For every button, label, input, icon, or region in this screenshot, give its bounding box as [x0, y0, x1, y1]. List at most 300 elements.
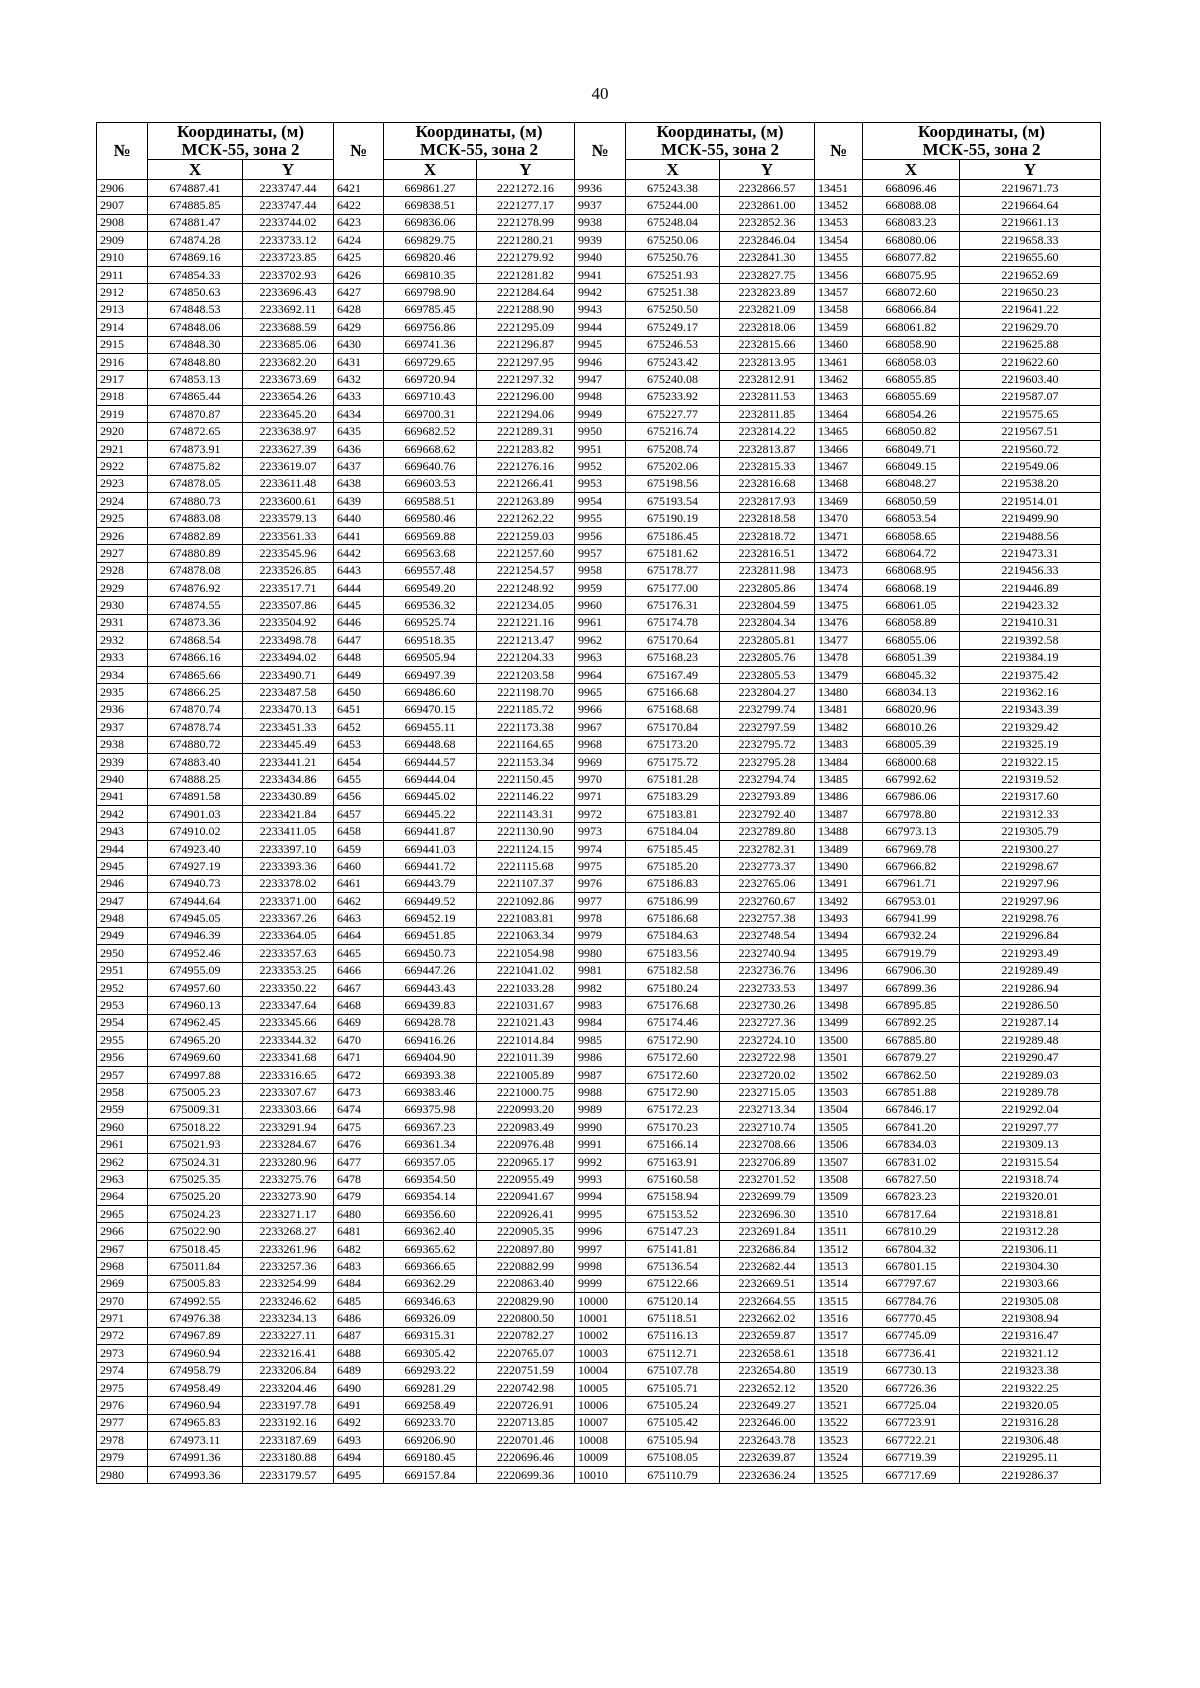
x-coordinate: 674883.40 — [148, 753, 243, 770]
x-coordinate: 669448.68 — [384, 736, 477, 753]
x-coordinate: 669525.74 — [384, 614, 477, 631]
x-coordinate: 668049.15 — [863, 458, 960, 475]
y-coordinate: 2233494.02 — [243, 649, 334, 666]
table-row — [97, 1379, 1101, 1396]
x-coordinate: 668058.89 — [863, 614, 960, 631]
x-coordinate: 667899.36 — [863, 979, 960, 996]
point-number: 6481 — [334, 1223, 384, 1240]
point-number: 6436 — [334, 440, 384, 457]
y-coordinate: 2232811.98 — [720, 562, 815, 579]
point-number: 13506 — [815, 1136, 863, 1153]
table-row — [97, 371, 1101, 388]
point-number: 2947 — [97, 893, 148, 910]
x-coordinate: 674940.73 — [148, 875, 243, 892]
y-coordinate: 2232805.53 — [720, 666, 815, 683]
point-number: 13467 — [815, 458, 863, 475]
point-number: 6457 — [334, 806, 384, 823]
point-number: 6484 — [334, 1275, 384, 1292]
point-number: 6435 — [334, 423, 384, 440]
y-coordinate: 2233364.05 — [243, 927, 334, 944]
point-number: 2942 — [97, 806, 148, 823]
y-coordinate: 2219392.58 — [960, 632, 1101, 649]
x-coordinate: 674878.08 — [148, 562, 243, 579]
point-number: 6453 — [334, 736, 384, 753]
point-number: 2953 — [97, 997, 148, 1014]
y-coordinate: 2221173.38 — [477, 719, 575, 736]
point-number: 9960 — [575, 597, 626, 614]
x-coordinate: 675118.51 — [626, 1310, 720, 1327]
point-number: 10004 — [575, 1362, 626, 1379]
point-number: 13513 — [815, 1258, 863, 1275]
point-number: 13465 — [815, 423, 863, 440]
table-row — [97, 458, 1101, 475]
x-coordinate: 675184.63 — [626, 927, 720, 944]
y-coordinate: 2233470.13 — [243, 701, 334, 718]
point-number: 9998 — [575, 1258, 626, 1275]
point-number: 13516 — [815, 1310, 863, 1327]
y-coordinate: 2219456.33 — [960, 562, 1101, 579]
point-number: 9988 — [575, 1084, 626, 1101]
point-number: 13462 — [815, 371, 863, 388]
point-number: 2930 — [97, 597, 148, 614]
y-coordinate: 2233611.48 — [243, 475, 334, 492]
point-number: 13466 — [815, 440, 863, 457]
point-number: 2974 — [97, 1362, 148, 1379]
point-number: 13499 — [815, 1014, 863, 1031]
point-number: 9991 — [575, 1136, 626, 1153]
y-coordinate: 2233702.93 — [243, 266, 334, 283]
y-coordinate: 2220696.46 — [477, 1449, 575, 1466]
y-coordinate: 2232789.80 — [720, 823, 815, 840]
y-coordinate: 2219652.69 — [960, 266, 1101, 283]
x-coordinate: 667862.50 — [863, 1066, 960, 1083]
table-row — [97, 997, 1101, 1014]
x-coordinate: 668080.06 — [863, 232, 960, 249]
y-coordinate: 2219300.27 — [960, 840, 1101, 857]
y-coordinate: 2221063.34 — [477, 927, 575, 944]
point-number: 6450 — [334, 684, 384, 701]
point-number: 2975 — [97, 1379, 148, 1396]
point-number: 2961 — [97, 1136, 148, 1153]
point-number: 13463 — [815, 388, 863, 405]
point-number: 6495 — [334, 1466, 384, 1483]
point-number: 9985 — [575, 1032, 626, 1049]
y-coordinate: 2233504.92 — [243, 614, 334, 631]
point-number: 6458 — [334, 823, 384, 840]
point-number: 6460 — [334, 858, 384, 875]
point-number: 2968 — [97, 1258, 148, 1275]
x-coordinate: 667730.13 — [863, 1362, 960, 1379]
point-number: 2958 — [97, 1084, 148, 1101]
x-coordinate: 675176.68 — [626, 997, 720, 1014]
y-coordinate: 2219286.94 — [960, 979, 1101, 996]
point-number: 9987 — [575, 1066, 626, 1083]
point-number: 9945 — [575, 336, 626, 353]
point-number: 2967 — [97, 1240, 148, 1257]
point-number: 9948 — [575, 388, 626, 405]
x-coordinate: 669729.65 — [384, 353, 477, 370]
point-number: 6439 — [334, 493, 384, 510]
point-number: 13481 — [815, 701, 863, 718]
y-coordinate: 2232733.53 — [720, 979, 815, 996]
point-number: 6427 — [334, 284, 384, 301]
point-number: 9993 — [575, 1171, 626, 1188]
x-coordinate: 675166.14 — [626, 1136, 720, 1153]
x-coordinate: 669206.90 — [384, 1432, 477, 1449]
y-coordinate: 2232811.53 — [720, 388, 815, 405]
table-row — [97, 1310, 1101, 1327]
y-coordinate: 2232722.98 — [720, 1049, 815, 1066]
point-number: 6492 — [334, 1414, 384, 1431]
y-coordinate: 2219322.25 — [960, 1379, 1101, 1396]
x-coordinate: 675172.90 — [626, 1084, 720, 1101]
x-coordinate: 667932.24 — [863, 927, 960, 944]
x-coordinate: 675184.04 — [626, 823, 720, 840]
y-coordinate: 2232760.67 — [720, 893, 815, 910]
x-coordinate: 669580.46 — [384, 510, 477, 527]
point-number: 2922 — [97, 458, 148, 475]
y-coordinate: 2220726.91 — [477, 1397, 575, 1414]
point-number: 10001 — [575, 1310, 626, 1327]
point-number: 10008 — [575, 1432, 626, 1449]
point-number: 6479 — [334, 1188, 384, 1205]
y-coordinate: 2232691.84 — [720, 1223, 815, 1240]
point-number: 13519 — [815, 1362, 863, 1379]
y-coordinate: 2221279.92 — [477, 249, 575, 266]
point-number: 2906 — [97, 180, 148, 197]
point-number: 6464 — [334, 927, 384, 944]
y-coordinate: 2220782.27 — [477, 1327, 575, 1344]
x-coordinate: 667770.45 — [863, 1310, 960, 1327]
y-coordinate: 2220882.99 — [477, 1258, 575, 1275]
y-coordinate: 2233345.66 — [243, 1014, 334, 1031]
point-number: 2931 — [97, 614, 148, 631]
y-coordinate: 2233246.62 — [243, 1293, 334, 1310]
x-coordinate: 675186.68 — [626, 910, 720, 927]
y-coordinate: 2221198.70 — [477, 684, 575, 701]
y-coordinate: 2219664.64 — [960, 197, 1101, 214]
y-coordinate: 2221248.92 — [477, 579, 575, 596]
x-coordinate: 667784.76 — [863, 1293, 960, 1310]
table-row — [97, 545, 1101, 562]
x-coordinate: 675158.94 — [626, 1188, 720, 1205]
y-coordinate: 2221221.16 — [477, 614, 575, 631]
point-number: 9984 — [575, 1014, 626, 1031]
x-coordinate: 675136.54 — [626, 1258, 720, 1275]
point-number: 13509 — [815, 1188, 863, 1205]
y-coordinate: 2233747.44 — [243, 197, 334, 214]
y-coordinate: 2232706.89 — [720, 1153, 815, 1170]
y-coordinate: 2219603.40 — [960, 371, 1101, 388]
point-number: 6449 — [334, 666, 384, 683]
table-row — [97, 1032, 1101, 1049]
table-row — [97, 1345, 1101, 1362]
y-coordinate: 2232649.27 — [720, 1397, 815, 1414]
point-number: 6490 — [334, 1379, 384, 1396]
x-coordinate: 674993.36 — [148, 1466, 243, 1483]
point-number: 13472 — [815, 545, 863, 562]
point-number: 9943 — [575, 301, 626, 318]
y-coordinate: 2219286.37 — [960, 1466, 1101, 1483]
x-coordinate: 674875.82 — [148, 458, 243, 475]
x-coordinate: 668048.27 — [863, 475, 960, 492]
point-number: 9978 — [575, 910, 626, 927]
y-coordinate: 2232816.68 — [720, 475, 815, 492]
y-coordinate: 2232643.78 — [720, 1432, 815, 1449]
y-coordinate: 2219323.38 — [960, 1362, 1101, 1379]
x-coordinate: 675180.24 — [626, 979, 720, 996]
y-coordinate: 2219629.70 — [960, 319, 1101, 336]
point-number: 6446 — [334, 614, 384, 631]
y-coordinate: 2233291.94 — [243, 1119, 334, 1136]
table-row — [97, 493, 1101, 510]
header-coords-title: Координаты, (м) — [918, 122, 1045, 141]
x-coordinate: 675170.23 — [626, 1119, 720, 1136]
x-coordinate: 669741.36 — [384, 336, 477, 353]
point-number: 2933 — [97, 649, 148, 666]
y-coordinate: 2221107.37 — [477, 875, 575, 892]
point-number: 9968 — [575, 736, 626, 753]
point-number: 13486 — [815, 788, 863, 805]
x-coordinate: 669505.94 — [384, 649, 477, 666]
table-row — [97, 945, 1101, 962]
y-coordinate: 2219622.60 — [960, 353, 1101, 370]
y-coordinate: 2219641.22 — [960, 301, 1101, 318]
x-coordinate: 675243.38 — [626, 180, 720, 197]
y-coordinate: 2232659.87 — [720, 1327, 815, 1344]
table-row — [97, 788, 1101, 805]
x-coordinate: 674901.03 — [148, 806, 243, 823]
y-coordinate: 2233733.12 — [243, 232, 334, 249]
point-number: 2919 — [97, 406, 148, 423]
table-row — [97, 1293, 1101, 1310]
x-coordinate: 669756.86 — [384, 319, 477, 336]
y-coordinate: 2233441.21 — [243, 753, 334, 770]
point-number: 13524 — [815, 1449, 863, 1466]
x-coordinate: 674887.41 — [148, 180, 243, 197]
table-row — [97, 875, 1101, 892]
point-number: 9982 — [575, 979, 626, 996]
x-coordinate: 669452.19 — [384, 910, 477, 927]
table-row — [97, 1466, 1101, 1483]
x-coordinate: 675177.00 — [626, 579, 720, 596]
x-coordinate: 667851.88 — [863, 1084, 960, 1101]
y-coordinate: 2220897.80 — [477, 1240, 575, 1257]
point-number: 9958 — [575, 562, 626, 579]
y-coordinate: 2219446.89 — [960, 579, 1101, 596]
y-coordinate: 2232804.27 — [720, 684, 815, 701]
y-coordinate: 2221011.39 — [477, 1049, 575, 1066]
point-number: 2940 — [97, 771, 148, 788]
header-x: X — [148, 160, 243, 180]
x-coordinate: 667726.36 — [863, 1379, 960, 1396]
point-number: 9992 — [575, 1153, 626, 1170]
table-row — [97, 962, 1101, 979]
table-row — [97, 301, 1101, 318]
y-coordinate: 2232757.38 — [720, 910, 815, 927]
point-number: 6483 — [334, 1258, 384, 1275]
y-coordinate: 2220941.67 — [477, 1188, 575, 1205]
y-coordinate: 2220800.50 — [477, 1310, 575, 1327]
point-number: 13453 — [815, 214, 863, 231]
point-number: 13480 — [815, 684, 863, 701]
point-number: 2971 — [97, 1310, 148, 1327]
y-coordinate: 2233579.13 — [243, 510, 334, 527]
header-coords-system: МСК-55, зона 2 — [419, 140, 539, 159]
x-coordinate: 668000.68 — [863, 753, 960, 770]
point-number: 13490 — [815, 858, 863, 875]
y-coordinate: 2220713.85 — [477, 1414, 575, 1431]
point-number: 13500 — [815, 1032, 863, 1049]
table-row — [97, 753, 1101, 770]
x-coordinate: 675147.23 — [626, 1223, 720, 1240]
point-number: 13523 — [815, 1432, 863, 1449]
point-number: 9946 — [575, 353, 626, 370]
point-number: 2969 — [97, 1275, 148, 1292]
y-coordinate: 2233284.67 — [243, 1136, 334, 1153]
x-coordinate: 674891.58 — [148, 788, 243, 805]
x-coordinate: 674876.92 — [148, 579, 243, 596]
y-coordinate: 2233227.11 — [243, 1327, 334, 1344]
y-coordinate: 2219587.07 — [960, 388, 1101, 405]
point-number: 2973 — [97, 1345, 148, 1362]
x-coordinate: 667797.67 — [863, 1275, 960, 1292]
y-coordinate: 2233682.20 — [243, 353, 334, 370]
x-coordinate: 669305.42 — [384, 1345, 477, 1362]
y-coordinate: 2219293.49 — [960, 945, 1101, 962]
coordinates-table — [96, 122, 1101, 1484]
point-number: 9986 — [575, 1049, 626, 1066]
y-coordinate: 2219312.28 — [960, 1223, 1101, 1240]
point-number: 9974 — [575, 840, 626, 857]
point-number: 9936 — [575, 180, 626, 197]
table-row — [97, 1188, 1101, 1205]
y-coordinate: 2233688.59 — [243, 319, 334, 336]
table-row — [97, 597, 1101, 614]
x-coordinate: 675005.23 — [148, 1084, 243, 1101]
x-coordinate: 668061.05 — [863, 597, 960, 614]
y-coordinate: 2232804.34 — [720, 614, 815, 631]
x-coordinate: 675202.06 — [626, 458, 720, 475]
x-coordinate: 669710.43 — [384, 388, 477, 405]
x-coordinate: 669258.49 — [384, 1397, 477, 1414]
y-coordinate: 2221185.72 — [477, 701, 575, 718]
x-coordinate: 668054.26 — [863, 406, 960, 423]
table-row — [97, 1327, 1101, 1344]
y-coordinate: 2233261.96 — [243, 1240, 334, 1257]
y-coordinate: 2233192.16 — [243, 1414, 334, 1431]
y-coordinate: 2232823.89 — [720, 284, 815, 301]
x-coordinate: 669354.14 — [384, 1188, 477, 1205]
x-coordinate: 668096.46 — [863, 180, 960, 197]
y-coordinate: 2221295.09 — [477, 319, 575, 336]
y-coordinate: 2221296.00 — [477, 388, 575, 405]
y-coordinate: 2219661.13 — [960, 214, 1101, 231]
x-coordinate: 675251.93 — [626, 266, 720, 283]
point-number: 9937 — [575, 197, 626, 214]
point-number: 9949 — [575, 406, 626, 423]
x-coordinate: 675022.90 — [148, 1223, 243, 1240]
table-body — [97, 180, 1101, 1484]
y-coordinate: 2232812.91 — [720, 371, 815, 388]
x-coordinate: 669441.87 — [384, 823, 477, 840]
x-coordinate: 669441.72 — [384, 858, 477, 875]
x-coordinate: 675122.66 — [626, 1275, 720, 1292]
table-row — [97, 1432, 1101, 1449]
x-coordinate: 668058.03 — [863, 353, 960, 370]
point-number: 2936 — [97, 701, 148, 718]
y-coordinate: 2219538.20 — [960, 475, 1101, 492]
y-coordinate: 2219320.05 — [960, 1397, 1101, 1414]
table-row — [97, 510, 1101, 527]
header-x: X — [384, 160, 477, 180]
table-row — [97, 823, 1101, 840]
x-coordinate: 674888.25 — [148, 771, 243, 788]
x-coordinate: 667941.99 — [863, 910, 960, 927]
x-coordinate: 669366.65 — [384, 1258, 477, 1275]
y-coordinate: 2219303.66 — [960, 1275, 1101, 1292]
y-coordinate: 2232636.24 — [720, 1466, 815, 1483]
y-coordinate: 2219308.94 — [960, 1310, 1101, 1327]
x-coordinate: 674878.05 — [148, 475, 243, 492]
x-coordinate: 669365.62 — [384, 1240, 477, 1257]
header-coords-system: МСК-55, зона 2 — [181, 140, 300, 159]
point-number: 2954 — [97, 1014, 148, 1031]
y-coordinate: 2233451.33 — [243, 719, 334, 736]
y-coordinate: 2233341.68 — [243, 1049, 334, 1066]
point-number: 13493 — [815, 910, 863, 927]
y-coordinate: 2232720.02 — [720, 1066, 815, 1083]
y-coordinate: 2233378.02 — [243, 875, 334, 892]
y-coordinate: 2219289.49 — [960, 962, 1101, 979]
x-coordinate: 675249.17 — [626, 319, 720, 336]
point-number: 6465 — [334, 945, 384, 962]
x-coordinate: 674880.72 — [148, 736, 243, 753]
y-coordinate: 2232696.30 — [720, 1206, 815, 1223]
point-number: 13504 — [815, 1101, 863, 1118]
header-y: Y — [477, 160, 575, 180]
x-coordinate: 668050.59 — [863, 493, 960, 510]
x-coordinate: 669820.46 — [384, 249, 477, 266]
y-coordinate: 2232792.40 — [720, 806, 815, 823]
point-number: 2966 — [97, 1223, 148, 1240]
x-coordinate: 674874.55 — [148, 597, 243, 614]
x-coordinate: 674976.38 — [148, 1310, 243, 1327]
point-number: 13498 — [815, 997, 863, 1014]
point-number: 2964 — [97, 1188, 148, 1205]
table-row — [97, 284, 1101, 301]
point-number: 6438 — [334, 475, 384, 492]
x-coordinate: 675107.78 — [626, 1362, 720, 1379]
point-number: 9989 — [575, 1101, 626, 1118]
point-number: 9955 — [575, 510, 626, 527]
x-coordinate: 667804.32 — [863, 1240, 960, 1257]
x-coordinate: 669281.29 — [384, 1379, 477, 1396]
x-coordinate: 669404.90 — [384, 1049, 477, 1066]
x-coordinate: 668053.54 — [863, 510, 960, 527]
table-row — [97, 666, 1101, 683]
y-coordinate: 2233254.99 — [243, 1275, 334, 1292]
y-coordinate: 2233600.61 — [243, 493, 334, 510]
point-number: 9959 — [575, 579, 626, 596]
point-number: 13507 — [815, 1153, 863, 1170]
point-number: 9977 — [575, 893, 626, 910]
y-coordinate: 2220751.59 — [477, 1362, 575, 1379]
y-coordinate: 2233517.71 — [243, 579, 334, 596]
point-number: 9941 — [575, 266, 626, 283]
x-coordinate: 675167.49 — [626, 666, 720, 683]
y-coordinate: 2232713.34 — [720, 1101, 815, 1118]
